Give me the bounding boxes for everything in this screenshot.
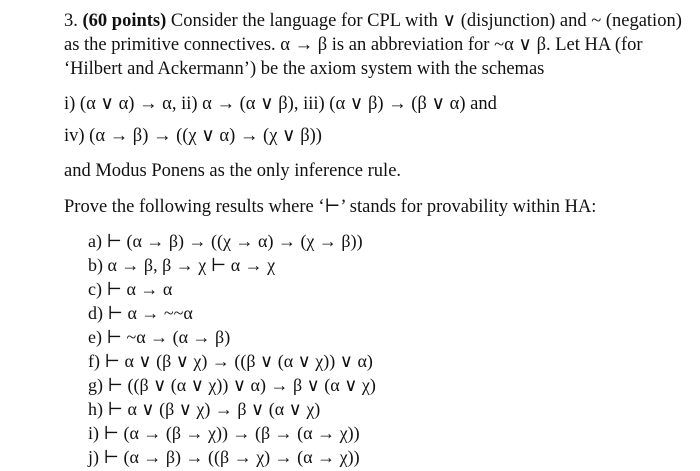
problem-statement-line-1 (64, 10, 682, 32)
problem-line-1-text: Consider the language for CPL with ∨ (disjunction) and ~ (negation) (166, 11, 682, 31)
problem-statement-line-2: as the primitive connectives. α → β is an abbreviation for ~α ∨ β. Let HA (for (64, 35, 643, 55)
problem-number: 3. (64, 11, 78, 31)
axiom-schemas-line-2: iv) (α → β) → ((χ ∨ α) → (χ ∨ β)) (64, 126, 322, 146)
result-g: g) ⊢ ((β ∨ (α ∨ χ)) ∨ α) → β ∨ (α ∨ χ) (88, 375, 376, 395)
problem-points: (60 points) (82, 11, 167, 31)
problem-statement-line-3: ‘Hilbert and Ackermann’) be the axiom system with the schemas (64, 59, 545, 79)
result-e: e) ⊢ ~α → (α → β) (88, 327, 231, 347)
inference-rule-text: and Modus Ponens as the only inference rule. (64, 161, 402, 181)
result-h: h) ⊢ α ∨ (β ∨ χ) → β ∨ (α ∨ χ) (88, 399, 321, 419)
axiom-schemas-line-1: i) (α ∨ α) → α, ii) α → (α ∨ β), iii) (α ∨ β) → (β ∨ α) and (64, 94, 497, 114)
result-i: i) ⊢ (α → (β → χ)) → (β → (α → χ)) (88, 423, 360, 443)
result-c: c) ⊢ α → α (88, 279, 173, 299)
prove-instructions: Prove the following results where ‘⊢’ stands for provability within HA: (64, 197, 597, 217)
result-a: a) ⊢ (α → β) → ((χ → α) → (χ → β)) (88, 231, 363, 251)
result-j: j) ⊢ (α → β) → ((β → χ) → (α → χ)) (88, 447, 360, 467)
result-f: f) ⊢ α ∨ (β ∨ χ) → ((β ∨ (α ∨ χ)) ∨ α) (88, 351, 373, 371)
result-b: b) α → β, β → χ ⊢ α → χ (88, 255, 276, 275)
result-d: d) ⊢ α → ~~α (88, 303, 193, 323)
